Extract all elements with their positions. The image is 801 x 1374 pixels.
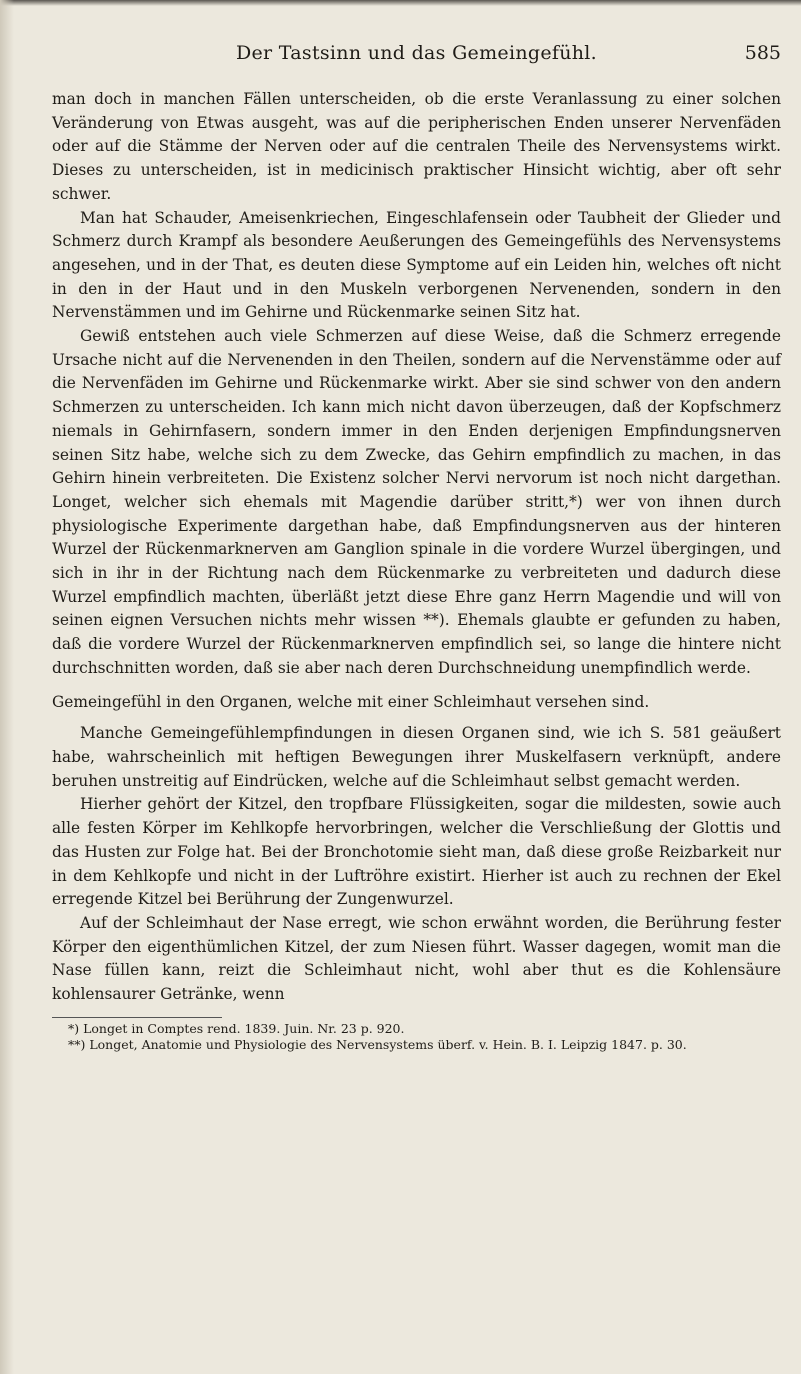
- section-heading: Gemeingefühl in den Organen, welche mit einer Schleimhaut versehen sind.: [52, 692, 650, 711]
- scan-top-shadow: [0, 0, 801, 6]
- footnote: **) Longet, Anatomie und Physiologie des Nervensystems überf. v. Hein. B. I. Leipzig 1847. p. 30.: [68, 1036, 687, 1052]
- running-head: [52, 42, 781, 68]
- footnote-rule: [52, 1017, 222, 1018]
- paragraph: Hierher gehört der Kitzel, den tropfbare Flüssigkeiten, sogar die mildesten, sowie auch alle festen Körper im Kehlkopfe hervorbringen, welcher die Verschließung der Glottis und das Husten zur Folge hat. Bei der Bronchotomie sieht man, daß diese große Reizbarkeit nur in dem Kehlkopfe und nicht in der Luftröhre existirt. Hierher ist auch zu rechnen der Ekel erregende Kitzel bei Berührung der Zungenwurzel.: [52, 795, 781, 909]
- paragraph: Man hat Schauder, Ameisenkriechen, Eingeschlafensein oder Taubheit der Glieder und Schmerz durch Krampf als besondere Aeußerungen des Gemeingefühls des Nervensystems angesehen, und in der That, es deuten diese Symptome auf ein Leiden hin, welches oft nicht in den in der Haut und in den Muskeln verborgenen Nervenenden, sondern in den Nervenstämmen und im Gehirne und Rückenmarke seinen Sitz hat.: [52, 208, 781, 322]
- page-body: [52, 88, 781, 1053]
- paragraph: Manche Gemeingefühlempfindungen in diesen Organen sind, wie ich S. 581 geäußert habe, wahrscheinlich mit heftigen Bewegungen ihrer Muskelfasern verknüpft, andere beruhen unstreitig auf Eindrücken, welche auf die Schleimhaut selbst gemacht werden.: [52, 724, 781, 790]
- footnotes: [52, 1021, 781, 1053]
- page-number: 585: [744, 42, 781, 64]
- footnote: *) Longet in Comptes rend. 1839. Juin. Nr. 23 p. 920.: [68, 1020, 405, 1036]
- paragraph: Gewiß entstehen auch viele Schmerzen auf diese Weise, daß die Schmerz erregende Ursache nicht auf die Nervenenden in den Theilen, sondern auf die Nervenstämme oder auf die Nervenfäden im Gehirne und Rückenmarke wirkt. Aber sie sind schwer von den andern Schmerzen zu unterscheiden. Ich kann mich nicht davon überzeugen, daß der Kopfschmerz niemals in Gehirnfasern, sondern immer in den Enden derjenigen Empfindungsnerven seinen Sitz habe, welche sich zu dem Zwecke, das Gehirn empfindlich zu machen, in das Gehirn hinein verbreiteten. Die Existenz solcher Nervi nervorum ist noch nicht dargethan. Longet, welcher sich ehemals mit Magendie darüber stritt,*) wer von ihnen durch physiologische Experimente dargethan habe, daß Empfindungsnerven aus der hinteren Wurzel der Rückenmarknerven am Ganglion spinale in die vordere Wurzel übergingen, und sich in ihr in der Richtung nach dem Rückenmarke zu verbreiteten und dadurch diese Wurzel empfindlich machten, überläßt jetzt diese Ehre ganz Herrn Magendie und will von seinen eignen Versuchen nichts mehr wissen **). Ehemals glaubte er gefunden zu haben, daß die vordere Wurzel der Rückenmarknerven empfindlich sei, so lange die hintere nicht durchschnitten worden, daß sie aber nach deren Durchschneidung unempfindlich werde.: [52, 327, 781, 677]
- paragraph: Auf der Schleimhaut der Nase erregt, wie schon erwähnt worden, die Berührung fester Körper den eigenthümlichen Kitzel, der zum Niesen führt. Wasser dagegen, womit man die Nase füllen kann, reizt die Schleimhaut nicht, wohl aber thut es die Kohlensäure kohlensaurer Getränke, wenn: [52, 913, 781, 1004]
- paragraph-continued: man doch in manchen Fällen unterscheiden, ob die erste Veranlassung zu einer solchen Veränderung von Etwas ausgeht, was auf die peripherischen Enden unserer Nervenfäden oder auf die Stämme der Nerven oder auf die centralen Theile des Nervensystems wirkt. Dieses zu unterscheiden, ist in medicinisch praktischer Hinsicht wichtig, aber oft sehr schwer.: [52, 90, 781, 203]
- scan-gutter-shadow: [0, 0, 14, 1374]
- running-title: Der Tastsinn und das Gemeingefühl.: [235, 42, 598, 64]
